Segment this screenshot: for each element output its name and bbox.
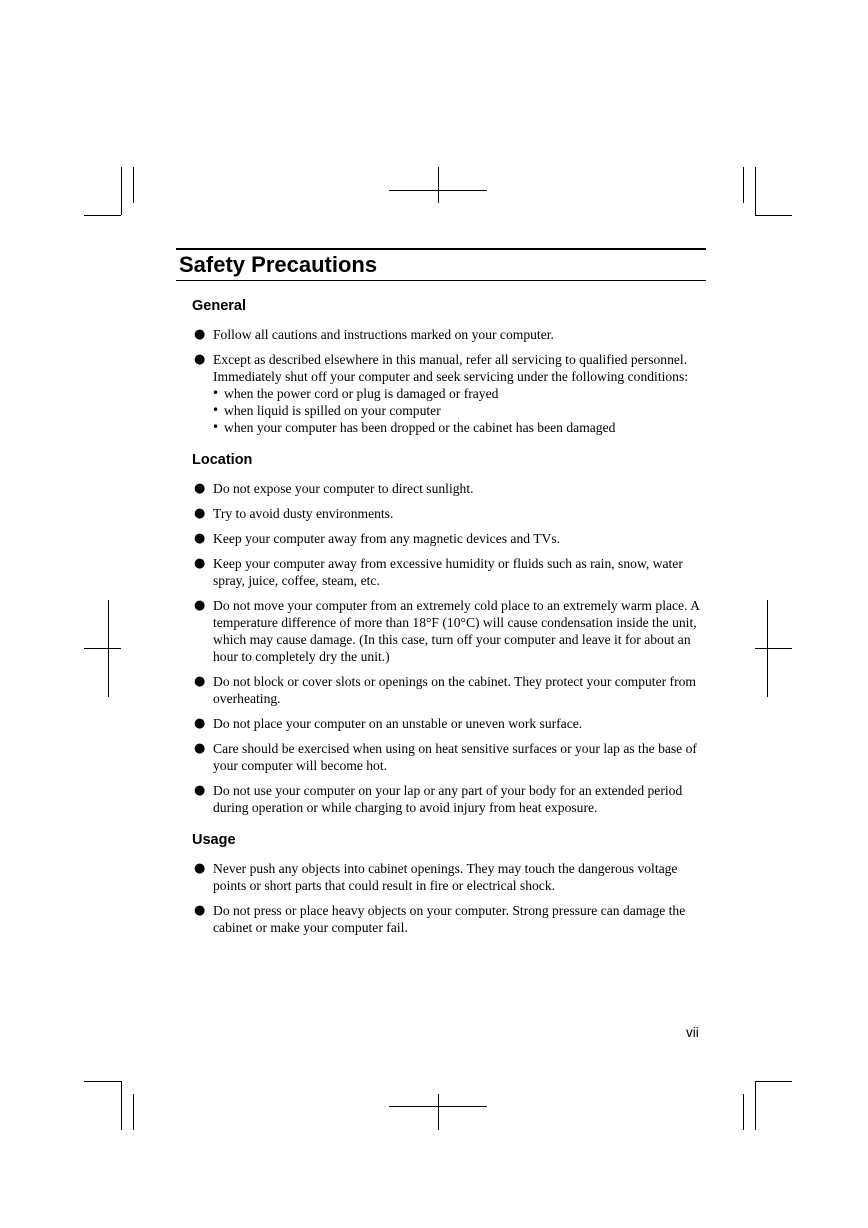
small-bullet-icon: • (212, 420, 220, 434)
list-item-text: Do not use your computer on your lap or any part of your body for an extended period during operation or while charging to avoid injury from heat exposure. (213, 783, 683, 815)
section-general (192, 296, 707, 436)
bullet-icon: ● (194, 327, 206, 342)
section-usage (192, 830, 707, 936)
bullet-icon: ● (194, 556, 206, 571)
list-item-text: Do not block or cover slots or openings on the cabinet. They protect your computer from overheating. (213, 674, 696, 706)
list-item-text: Do not move your computer from an extremely cold place to an extremely warm place. A temperature difference of more than 18°F (10°C) will cause condensation inside the unit, which may cause damage. (In this case, turn off your computer and leave it for about an hour to completely dry the unit.) (213, 598, 700, 664)
title-rule-top (176, 248, 706, 250)
list-item (192, 530, 707, 547)
page-title: Safety Precautions (179, 252, 378, 277)
sub-list-item-text: when your computer has been dropped or the cabinet has been damaged (224, 420, 616, 435)
bullet-list (192, 326, 707, 436)
crop-mark (84, 648, 121, 649)
list-item-text: Do not press or place heavy objects on your computer. Strong pressure can damage the cabinet or make your computer fail. (213, 903, 686, 935)
bullet-list (192, 480, 707, 816)
bullet-icon: ● (194, 481, 206, 496)
list-item (192, 480, 707, 497)
sub-list-item-text: when liquid is spilled on your computer (224, 403, 441, 418)
bullet-icon: ● (194, 716, 206, 731)
section-heading: General (192, 298, 246, 314)
list-item-text: Except as described elsewhere in this manual, refer all servicing to qualified personnel. Immediately shut off your computer and seek servicing under the following conditions: (213, 352, 689, 384)
sub-list (213, 385, 707, 436)
crop-mark (133, 1094, 134, 1130)
list-item-text: Do not expose your computer to direct sunlight. (213, 481, 474, 496)
crop-mark (438, 1094, 439, 1130)
list-item-text: Follow all cautions and instructions marked on your computer. (213, 327, 554, 342)
list-item-text: Do not place your computer on an unstable or uneven work surface. (213, 716, 583, 731)
crop-mark (755, 648, 792, 649)
bullet-icon: ● (194, 861, 206, 876)
list-item-text: Keep your computer away from excessive humidity or fluids such as rain, snow, water spray, juice, coffee, steam, etc. (213, 556, 683, 588)
list-item-text: Try to avoid dusty environments. (213, 506, 394, 521)
bullet-icon: ● (194, 674, 206, 689)
crop-mark (743, 167, 744, 203)
crop-mark (755, 215, 792, 216)
crop-mark (743, 1094, 744, 1130)
list-item (192, 860, 707, 894)
content (192, 296, 707, 950)
small-bullet-icon: • (212, 386, 220, 400)
bullet-icon: ● (194, 741, 206, 756)
sub-list-item-text: when the power cord or plug is damaged or frayed (224, 386, 499, 401)
crop-mark (133, 167, 134, 203)
list-item-text: Care should be exercised when using on heat sensitive surfaces or your lap as the base of your computer will become hot. (213, 741, 697, 773)
list-item (192, 715, 707, 732)
crop-mark (438, 167, 439, 203)
bullet-icon: ● (194, 783, 206, 798)
crop-mark (767, 600, 768, 697)
list-item (192, 326, 707, 343)
bullet-icon: ● (194, 506, 206, 521)
bullet-icon: ● (194, 531, 206, 546)
list-item (192, 782, 707, 816)
bullet-list (192, 860, 707, 936)
list-item (192, 902, 707, 936)
list-item (192, 555, 707, 589)
crop-mark (84, 1081, 121, 1082)
list-item-text: Keep your computer away from any magnetic devices and TVs. (213, 531, 561, 546)
bullet-icon: ● (194, 598, 206, 613)
bullet-icon: ● (194, 903, 206, 918)
list-item (192, 673, 707, 707)
page-number: vii (686, 1025, 699, 1040)
sub-list-item (213, 419, 707, 436)
small-bullet-icon: • (212, 403, 220, 417)
section-heading: Location (192, 452, 253, 468)
crop-mark (755, 1081, 756, 1130)
title-rule-bottom (176, 280, 706, 281)
sub-list-item (213, 402, 707, 419)
section-location (192, 450, 707, 816)
sub-list-item (213, 385, 707, 402)
list-item (192, 740, 707, 774)
crop-mark (121, 167, 122, 215)
list-item (192, 351, 707, 436)
section-heading: Usage (192, 832, 236, 848)
crop-mark (84, 215, 121, 216)
crop-mark (121, 1081, 122, 1130)
list-item (192, 505, 707, 522)
list-item-text: Never push any objects into cabinet openings. They may touch the dangerous voltage points or short parts that could result in fire or electrical shock. (213, 861, 678, 893)
bullet-icon: ● (194, 352, 206, 367)
crop-mark (755, 1081, 792, 1082)
crop-mark (755, 167, 756, 215)
crop-mark (108, 600, 109, 697)
list-item (192, 597, 707, 665)
